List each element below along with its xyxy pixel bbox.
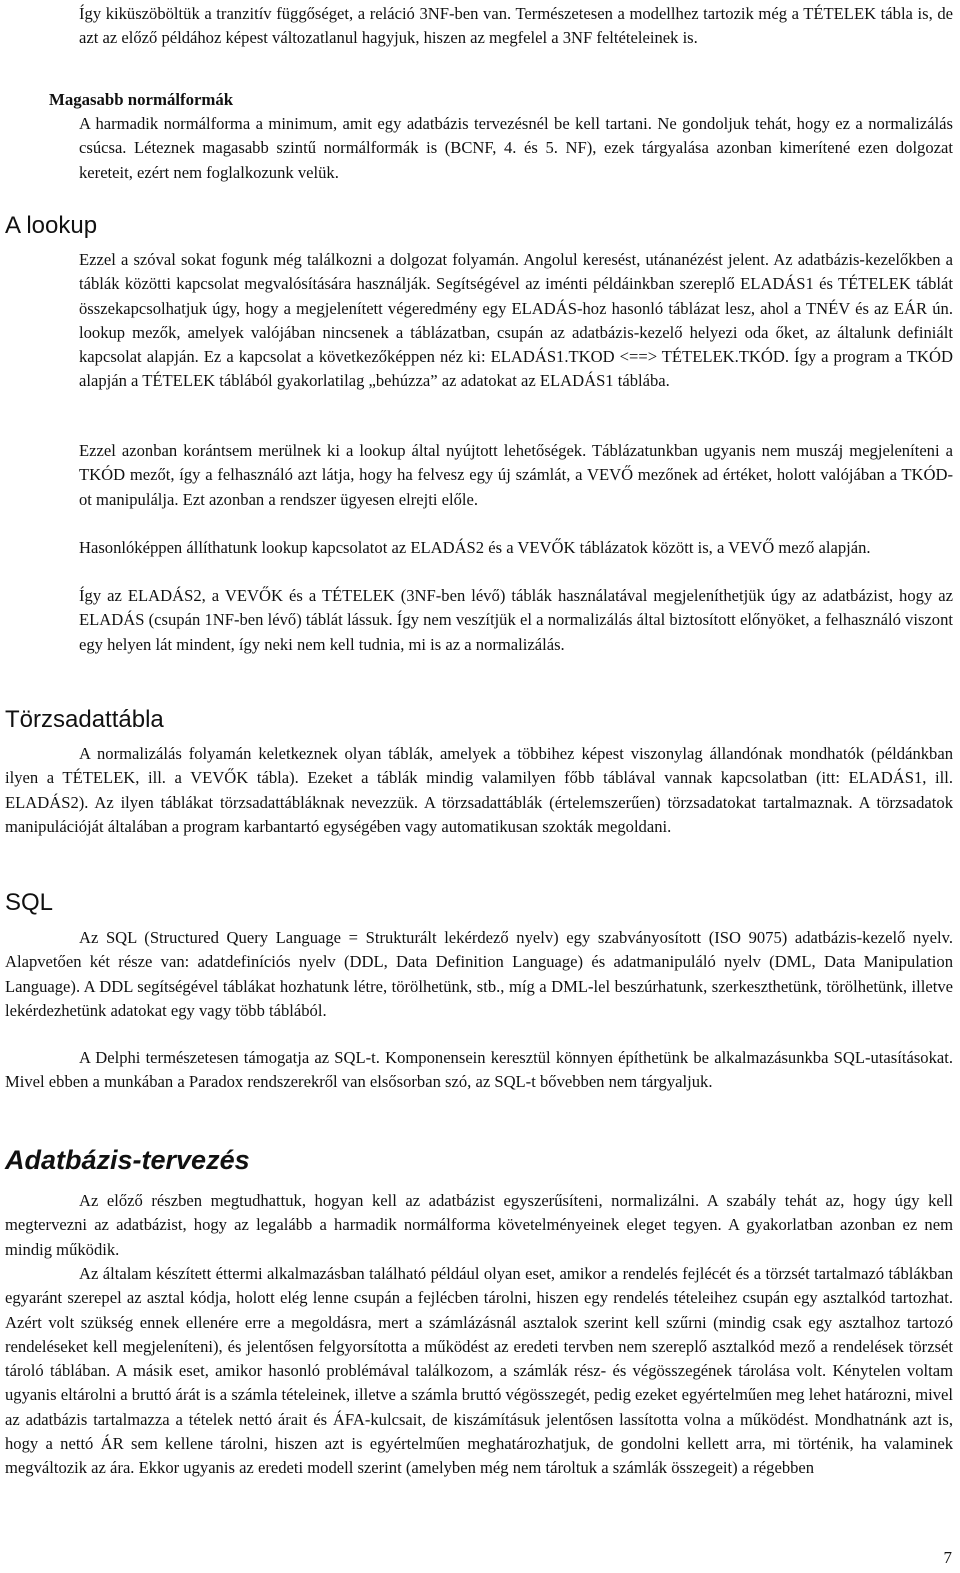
heading-sql: SQL [5,889,54,916]
tervezes-paragraph-2: Az általam készített éttermi alkalmazásban található például olyan eset, amikor a rendelés fejlécét és a törzsét tartalmazó táblákban egyaránt szerepel az asztal kódja, holott elég lenne csupán a fejlécben tárolni, hiszen egy rendelés tételeihez csupán egy asztalkód tartozhat. Azért volt szükség ennek ellenére erre a megoldásra, mert a számlázásnál asztalok szerint kell szűrni (mindig csak egy asztalhoz tartozó rendeléseket kell megjeleníteni), és jelentősen felgyorsította a működést az eredeti tervben nem szereplő asztalkód mező a rendelések törzsét tároló táblában. A másik eset, amikor hasonló problémával találkozom, a számlák rész- és végösszegének tárolása volt. Kénytelen voltam ugyanis eltárolni a bruttó árát is a számla tételeinek, illetve a számla bruttó végösszegét, pedig ezeket egyértelműen meg lehet határozni, mivel az adatbázis tartalmazza a tételek nettó árait és ÁFA-kulcsait, de kiszámításuk jelentősen lassította volna a működést. Mondhatnánk azt is, hogy a nettó ÁR sem kellene tárolni, hiszen azt is egyértelműen meghatározhatjuk, de gondolni kellett arra, mi történik, ha valaminek megváltozik az ára. Ekkor ugyanis az eredeti modell szerint (amelyben még nem tároltuk a számlák összegeit) a régebben [5,1264,953,1478]
lookup-paragraph-4: Így az ELADÁS2, a VEVŐK és a TÉTELEK (3NF-ben lévő) táblák használatával megjeleníthetjük úgy az adatbázist, hogy az ELADÁS (csupán 1NF-ben lévő) táblát lássuk. Így nem veszítjük el a normalizálás által biztosított előnyöket, a felhasználó viszont egy helyen lát mindent, így neki nem kell tudnia, mi is az a normalizálás. [79,586,953,654]
torzs-paragraph-1: A normalizálás folyamán keletkeznek olyan táblák, amelyek a többihez képest viszonylag állandónak mondhatók (példánkban ilyen a TÉTELEK, ill. a VEVŐK tábla). Ezeket a táblák mindig valamilyen főbb táblával vannak kapcsolatban (itt: ELADÁS1, ill. ELADÁS2). Az ilyen táblákat törzsadattábláknak nevezzük. A törzsadattáblák (értelemszerűen) törzsadatokat tartalmaznak. A törzsadatok manipulációját általában a program karbantartó egységében vagy automatikusan szokták megoldani. [5,744,953,836]
lookup-paragraph-2: Ezzel azonban korántsem merülnek ki a lookup által nyújtott lehetőségek. Táblázatunkban ugyanis nem muszáj megjeleníteni a TKÓD mezőt, így a felhasználó azt látja, hogy ha felvesz egy új számlát, a VEVŐ mezőnek ad értéket, holott valójában a TKÓD-ot manipulálja. Ezt azonban a rendszer ügyesen elrejti előle. [79,441,953,509]
sql-paragraph-2: A Delphi természetesen támogatja az SQL-t. Komponensein keresztül könnyen építhetünk be alkalmazásunkba SQL-utasításokat. Mivel ebben a munkában a Paradox rendszerekről van elsősorban szó, az SQL-t bővebben nem tárgyaljuk. [5,1048,953,1092]
lookup-paragraph-3: Hasonlóképpen állíthatunk lookup kapcsolatot az ELADÁS2 és a VEVŐK táblázatok között is, a VEVŐ mező alapján. [79,538,871,557]
intro-paragraph-2: A harmadik normálforma a minimum, amit egy adatbázis tervezésnél be kell tartani. Ne gondoljuk tehát, hogy ez a normalizálás csúcsa. Léteznek magasabb szintű normálformák is (BCNF, 4. és 5. NF), ezek tárgyalása azonban kimerítené ezen dolgozat kereteit, ezért nem foglalkozunk velük. [79,114,953,182]
heading-torzsadattabla: Törzsadattábla [5,706,164,733]
heading-adatbazis-tervezes: Adatbázis-tervezés [5,1145,250,1175]
heading-lookup: A lookup [5,212,98,239]
tervezes-paragraph-1: Az előző részben megtudhattuk, hogyan kell az adatbázist egyszerűsíteni, normalizálni. A szabály tehát az, hogy úgy kell megtervezni az adatbázist, hogy az legalább a harmadik normálforma követelményeinek eleget tegyen. A gyakorlatban azonban ez nem mindig működik. [5,1191,953,1259]
sql-paragraph-1: Az SQL (Structured Query Language = Strukturált lekérdező nyelv) egy szabványosított (ISO 9075) adatbázis-kezelő nyelv. Alapvetően két része van: adatdefiníciós nyelv (DDL, Data Definition Language) és adatmanipuláló nyelv (DML, Data Manipulation Language). A DDL segítségével táblákat hozhatunk létre, törölhetünk, stb., míg a DML-lel beszúrhatunk, szerkeszthetünk, törölhetünk, illetve lekérdezhetünk adatokat egy vagy több táblából. [5,928,953,1020]
lookup-paragraph-1: Ezzel a szóval sokat fogunk még találkozni a dolgozat folyamán. Angolul keresést, utánanézést jelent. Az adatbázis-kezelőkben a táblák közötti kapcsolat megvalósítására használják. Segítségével az iménti példáinkban szereplő ELADÁS1 és TÉTELEK táblát összekapcsolhatjuk úgy, hogy a megjelenített végeredmény egy ELADÁS-hoz hasonló táblázat lesz, ahol a TNÉV és az EÁR ún. lookup mezők, amelyek valójában nincsenek a táblázatban, csupán az adatbázis-kezelő helyezi oda őket, az általunk definiált kapcsolat alapján. Ez a kapcsolat a következőképpen néz ki: ELADÁS1.TKOD <==> TÉTELEK.TKÓD. Így a program a TKÓD alapján a TÉTELEK táblából gyakorlatilag „behúzza” az adatokat az ELADÁS1 táblába. [79,250,953,391]
intro-paragraph-1: Így kiküszöböltük a tranzitív függőséget, a reláció 3NF-ben van. Természetesen a modellhez tartozik még a TÉTELEK tábla is, de azt az előző példához képest változatlanul hagyjuk, hiszen az megfelel a 3NF feltételeinek is. [79,4,953,48]
page-number: 7 [943,1548,952,1567]
subheading-higher-normal-forms: Magasabb normálformák [49,90,234,109]
